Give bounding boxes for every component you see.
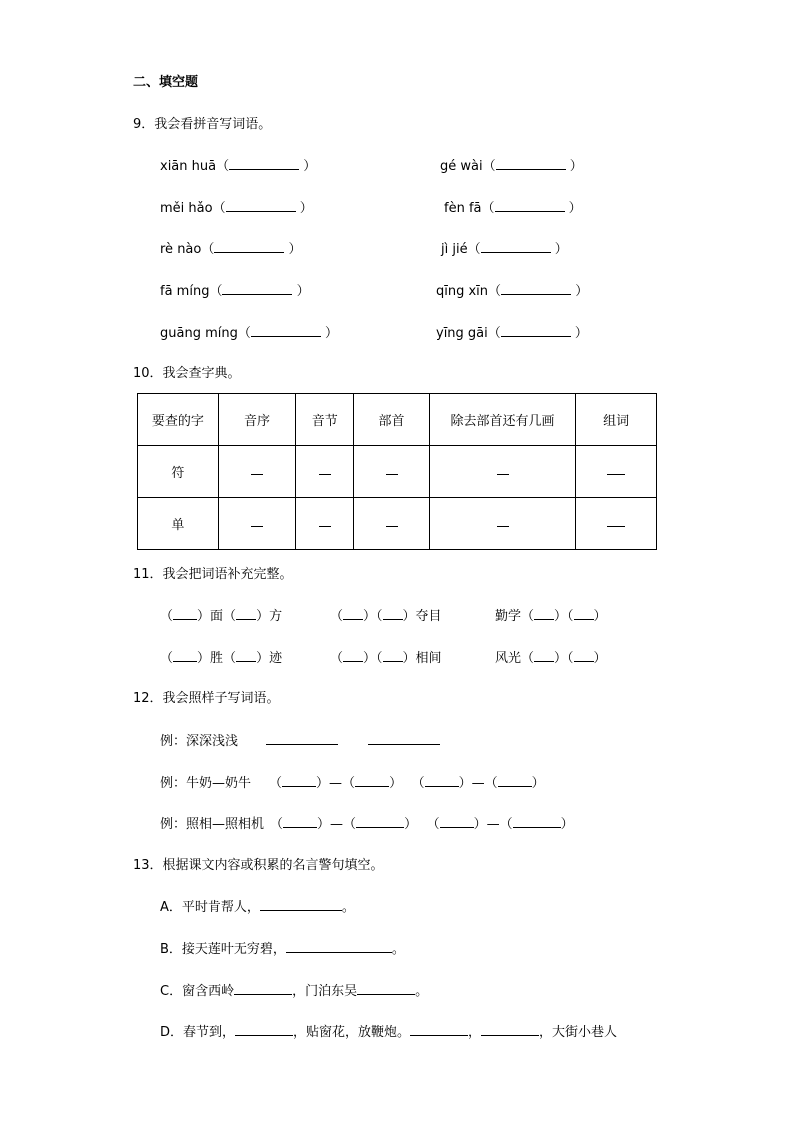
- line-text: C．窗含西岭: [160, 984, 235, 999]
- answer-blank[interactable]: [607, 473, 625, 475]
- answer-blank[interactable]: [173, 608, 197, 620]
- line-text: ，门泊东吴: [292, 984, 358, 999]
- example-line: 例：照相—照相机 （ ）—（ ） （ ）—（ ）: [160, 817, 574, 832]
- answer-blank[interactable]: [356, 816, 404, 828]
- table-cell[interactable]: [354, 446, 430, 498]
- answer-blank[interactable]: [343, 608, 363, 620]
- question-13-title: 13．根据课文内容或积累的名言警句填空。: [133, 858, 384, 873]
- idiom-char: 胜: [210, 651, 224, 666]
- example-label: 例：牛奶—奶牛: [160, 776, 252, 791]
- table-header-cell: 音序: [218, 394, 296, 446]
- table-header-row: [138, 394, 657, 446]
- idiom-char: 方: [269, 609, 283, 624]
- answer-blank[interactable]: [229, 158, 299, 170]
- answer-blank[interactable]: [495, 200, 565, 212]
- pinyin-label: qīng xīn: [436, 284, 489, 299]
- answer-blank[interactable]: [251, 525, 263, 527]
- example-label: 例：深深浅浅: [160, 734, 239, 749]
- pinyin-label: rè nào: [160, 242, 202, 257]
- answer-blank[interactable]: [236, 650, 256, 662]
- question-11-title: 11．我会把词语补充完整。: [133, 567, 293, 582]
- answer-blank[interactable]: [283, 816, 317, 828]
- answer-blank[interactable]: [440, 816, 474, 828]
- pinyin-item: guāng míng（ ）: [160, 326, 339, 341]
- table-cell[interactable]: [429, 446, 575, 498]
- table-cell[interactable]: [576, 446, 657, 498]
- answer-blank[interactable]: [234, 983, 292, 995]
- idiom-item: （ ）（ ）夺目: [330, 609, 442, 624]
- example-line: [160, 733, 440, 750]
- idiom-char: 面: [210, 609, 224, 624]
- table-cell[interactable]: [576, 498, 657, 550]
- answer-blank[interactable]: [534, 608, 554, 620]
- idiom-item: （ ）面（ ）方: [160, 609, 283, 624]
- pinyin-item: qīng xīn（ ）: [436, 284, 589, 299]
- question-9-title: 9．我会看拼音写词语。: [133, 117, 272, 132]
- answer-blank[interactable]: [260, 899, 342, 911]
- idiom-item: （ ）胜（ ）迹: [160, 651, 283, 666]
- idiom-char: 迹: [269, 651, 283, 666]
- idiom-item: 勤学（ ）（ ）: [495, 609, 607, 624]
- example-label: 例：照相—照相机: [160, 817, 265, 832]
- answer-blank[interactable]: [235, 1024, 293, 1036]
- answer-blank[interactable]: [368, 733, 440, 745]
- answer-blank[interactable]: [357, 983, 415, 995]
- pinyin-label: jì jié: [441, 242, 468, 257]
- fill-line-d: [160, 1024, 617, 1041]
- pinyin-item: rè nào（ ）: [160, 242, 302, 257]
- answer-blank[interactable]: [383, 650, 403, 662]
- table-cell[interactable]: [296, 498, 354, 550]
- table-row: [138, 498, 657, 550]
- dash: —: [330, 817, 344, 832]
- line-text: ，贴窗花，放鞭炮。: [293, 1025, 411, 1040]
- answer-blank[interactable]: [319, 473, 331, 475]
- answer-blank[interactable]: [501, 325, 571, 337]
- pinyin-item: yīng gāi（ ）: [436, 326, 588, 341]
- answer-blank[interactable]: [319, 525, 331, 527]
- idiom-char: 夺目: [415, 609, 442, 624]
- table-header-cell: 要查的字: [138, 394, 219, 446]
- answer-blank[interactable]: [173, 650, 197, 662]
- table-cell[interactable]: [429, 498, 575, 550]
- answer-blank[interactable]: [286, 941, 392, 953]
- table-char-cell: 单: [138, 498, 219, 550]
- line-text: D．春节到，: [160, 1025, 236, 1040]
- example-line: 例：牛奶—奶牛 （ ）—（ ） （ ）—（ ）: [160, 776, 545, 791]
- dash: —: [486, 817, 500, 832]
- table-cell[interactable]: [218, 498, 296, 550]
- answer-blank[interactable]: [574, 650, 594, 662]
- line-text: 。: [415, 984, 429, 999]
- pinyin-label: gé wài: [440, 159, 483, 174]
- answer-blank[interactable]: [266, 733, 338, 745]
- answer-blank[interactable]: [383, 608, 403, 620]
- answer-blank[interactable]: [410, 1024, 468, 1036]
- answer-blank[interactable]: [513, 816, 561, 828]
- fill-line-b: [160, 941, 405, 958]
- pinyin-label: guāng míng: [160, 326, 238, 341]
- answer-blank[interactable]: [481, 241, 551, 253]
- pinyin-label: fèn fā: [444, 201, 482, 216]
- answer-blank[interactable]: [497, 473, 509, 475]
- pinyin-label: měi hǎo: [160, 201, 213, 216]
- table-header-cell: 部首: [354, 394, 430, 446]
- idiom-char: 相间: [415, 651, 442, 666]
- table-cell[interactable]: [218, 446, 296, 498]
- answer-blank[interactable]: [343, 650, 363, 662]
- table-header-cell: 组词: [576, 394, 657, 446]
- answer-blank[interactable]: [425, 775, 459, 787]
- line-text: 。: [341, 900, 355, 915]
- table-cell[interactable]: [354, 498, 430, 550]
- answer-blank[interactable]: [386, 473, 398, 475]
- line-text: ，大街小巷人: [539, 1025, 618, 1040]
- pinyin-label: yīng gāi: [436, 326, 488, 341]
- answer-blank[interactable]: [501, 283, 571, 295]
- section-title: 二、填空题: [133, 75, 199, 90]
- idiom-char: 勤学: [495, 609, 522, 624]
- answer-blank[interactable]: [574, 608, 594, 620]
- idiom-char: 风光: [495, 651, 522, 666]
- dash: —: [471, 776, 485, 791]
- fill-line-c: [160, 983, 428, 1000]
- answer-blank[interactable]: [386, 525, 398, 527]
- line-text: B．接天莲叶无穷碧，: [160, 942, 286, 957]
- pinyin-label: xiān huā: [160, 159, 217, 174]
- answer-blank[interactable]: [222, 283, 292, 295]
- line-text: 。: [391, 942, 405, 957]
- table-char-cell: 符: [138, 446, 219, 498]
- answer-blank[interactable]: [226, 200, 296, 212]
- fill-line-a: [160, 899, 355, 916]
- question-12-title: 12．我会照样子写词语。: [133, 691, 280, 706]
- answer-blank[interactable]: [497, 525, 509, 527]
- pinyin-label: fā míng: [160, 284, 210, 299]
- answer-blank[interactable]: [282, 775, 316, 787]
- question-10-title: 10．我会查字典。: [133, 366, 241, 381]
- answer-blank[interactable]: [236, 608, 256, 620]
- dictionary-table: [137, 393, 657, 550]
- table-row: [138, 446, 657, 498]
- line-text: A．平时肯帮人，: [160, 900, 260, 915]
- answer-blank[interactable]: [481, 1024, 539, 1036]
- answer-blank[interactable]: [498, 775, 532, 787]
- pinyin-item: měi hǎo（ ）: [160, 201, 313, 216]
- table-header-cell: 除去部首还有几画: [429, 394, 575, 446]
- table-cell[interactable]: [296, 446, 354, 498]
- pinyin-item: fā míng（ ）: [160, 284, 310, 299]
- answer-blank[interactable]: [214, 241, 284, 253]
- pinyin-item: gé wài（ ）: [440, 159, 583, 174]
- answer-blank[interactable]: [534, 650, 554, 662]
- pinyin-item: fèn fā（ ）: [444, 201, 582, 216]
- dash: —: [329, 776, 343, 791]
- line-text: ，: [468, 1025, 482, 1040]
- idiom-item: （ ）（ ）相间: [330, 651, 442, 666]
- pinyin-item: xiān huā（ ）: [160, 159, 317, 174]
- answer-blank[interactable]: [251, 473, 263, 475]
- idiom-item: 风光（ ）（ ）: [495, 651, 607, 666]
- answer-blank[interactable]: [496, 158, 566, 170]
- pinyin-item: jì jié（ ）: [441, 242, 568, 257]
- answer-blank[interactable]: [607, 525, 625, 527]
- answer-blank[interactable]: [251, 325, 321, 337]
- table-header-cell: 音节: [296, 394, 354, 446]
- answer-blank[interactable]: [355, 775, 389, 787]
